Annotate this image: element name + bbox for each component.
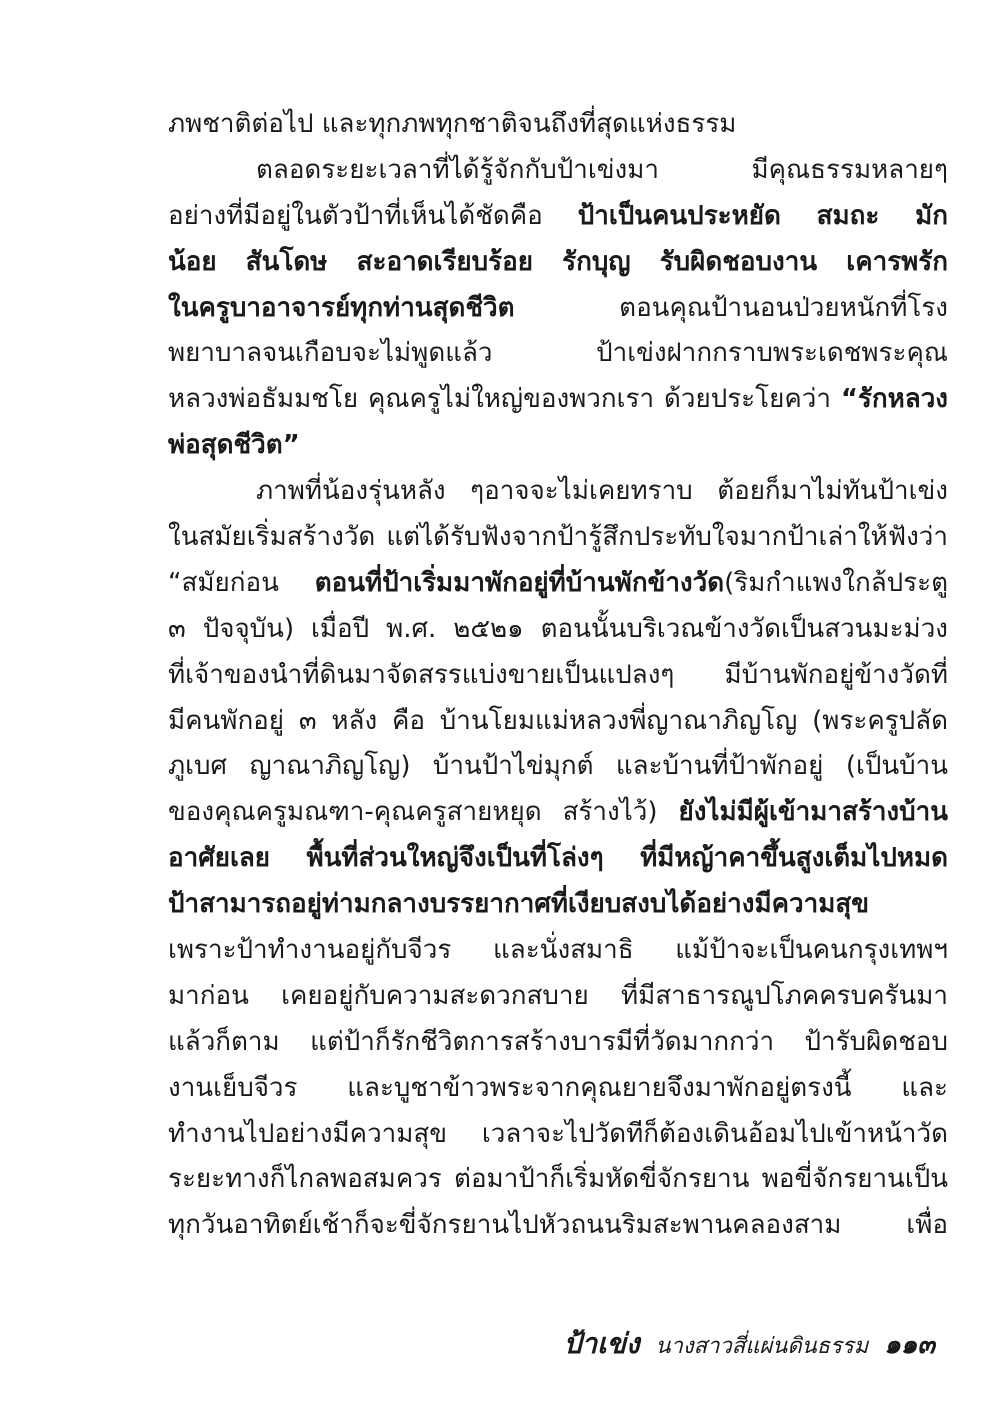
text-line [168,515,948,561]
text-line [168,790,948,836]
text-run: ทำงานไปอย่างมีความสุข เวลาจะไปวัดทีก็ต้องเดินอ้อมไปเข้าหน้าวัด [168,1118,948,1149]
text-line [168,607,948,653]
text-line [168,836,948,882]
bold-text-run: อาศัยเลย พื้นที่ส่วนใหญ่จึงเป็นที่โล่งๆ ที่มีหญ้าคาขึ้นสูงเต็มไปหมด [168,843,948,874]
text-run: อย่างที่มีอยู่ในตัวป้าที่เห็นได้ชัดคือ [168,200,578,231]
text-line [168,744,948,790]
text-line [168,194,948,240]
text-line [168,699,948,745]
bold-text-run: พ่อสุดชีวิต” [168,430,300,461]
text-line [168,1112,948,1158]
text-line [168,928,948,974]
text-line [168,1157,948,1203]
text-line [168,102,948,148]
text-run: ภาพที่น้องรุ่นหลัง ๆอาจจะไม่เคยทราบ ต้อยก็มาไม่ทันป้าเข่ง [256,476,948,507]
text-run: แล้วก็ตาม แต่ป้าก็รักชีวิตการสร้างบารมีที่วัดมากกว่า ป้ารับผิดชอบ [168,1026,948,1057]
page-number: ๑๑๓ [884,1330,935,1360]
text-line [168,1066,948,1112]
text-run: ตอนคุณป้านอนป่วยหนักที่โรง [514,292,948,323]
text-line [168,974,948,1020]
text-line [168,1203,948,1249]
text-run: มีคนพักอยู่ ๓ หลัง คือ บ้านโยมแม่หลวงพี่ญาณาภิญโญ (พระครูปลัด [168,705,948,736]
text-run: ๓ ปัจจุบัน) เมื่อปี พ.ศ. ๒๕๒๑ ตอนนั้นบริเวณข้างวัดเป็นสวนมะม่วง [168,613,948,644]
body-text [168,102,948,1249]
bold-text-run: ยังไม่มีผู้เข้ามาสร้างบ้าน [678,797,948,828]
footer-book-title: นางสาวสี่แผ่นดินธรรม [655,1334,869,1359]
text-run: มาก่อน เคยอยู่กับความสะดวกสบาย ที่มีสาธารณูปโภคครบครันมา [168,980,948,1011]
text-run: (ริมกำแพงใกล้ประตู [724,567,948,598]
text-line [168,148,948,194]
page-footer [560,1322,935,1366]
text-run: ตลอดระยะเวลาที่ได้รู้จักกับป้าเข่งมา มีคุณธรรมหลายๆ [256,154,948,185]
bold-text-run: ในครูบาอาจารย์ทุกท่านสุดชีวิต [168,292,515,323]
text-run: ภพชาติต่อไป และทุกภพทุกชาติจนถึงที่สุดแห่งธรรม [168,109,737,139]
text-line [168,331,948,377]
bold-text-run: น้อย สันโดษ สะอาดเรียบร้อย รักบุญ รับผิดชอบงาน เคารพรัก [168,246,948,277]
bold-text-run: ป้าเป็นคนประหยัด สมถะ มัก [577,200,948,231]
text-line [168,1020,948,1066]
text-run: งานเย็บจีวร และบูชาข้าวพระจากคุณยายจึงมาพักอยู่ตรงนี้ และ [168,1072,948,1103]
text-run: ระยะทางก็ไกลพอสมควร ต่อมาป้าก็เริ่มหัดขี่จักรยาน พอขี่จักรยานเป็น [168,1164,948,1195]
text-run: ในสมัยเริ่มสร้างวัด แต่ได้รับฟังจากป้ารู้สึกประทับใจมากป้าเล่าให้ฟังว่า [168,522,948,553]
bold-text-run: ตอนที่ป้าเริ่มมาพักอยู่ที่บ้านพักข้างวัด [314,567,725,598]
text-line [168,240,948,286]
text-line [168,561,948,607]
text-line [168,653,948,699]
text-run: ที่เจ้าของนำที่ดินมาจัดสรรแบ่งขายเป็นแปลงๆ มีบ้านพักอยู่ข้างวัดที่ [168,659,948,690]
text-line [168,469,948,515]
text-run: พยาบาลจนเกือบจะไม่พูดแล้ว ป้าเข่งฝากกราบพระเดชพระคุณ [168,338,948,369]
text-run: ทุกวันอาทิตย์เช้าก็จะขี่จักรยานไปหัวถนนริมสะพานคลองสาม เพื่อ [168,1210,948,1241]
footer-title: ป้าเข่ง [563,1327,640,1360]
text-run: ของคุณครูมณฑา-คุณครูสายหยุด สร้างไว้) [168,797,679,828]
text-line [168,423,948,469]
bold-text-run: “รักหลวง [840,384,948,415]
bold-text-run: ป้าสามารถอยู่ท่ามกลางบรรยากาศที่เงียบสงบได้อย่างมีความสุข [168,889,869,920]
text-line [168,377,948,423]
text-run: เพราะป้าทำงานอยู่กับจีวร และนั่งสมาธิ แม้ป้าจะเป็นคนกรุงเทพฯ [168,935,948,966]
text-run: หลวงพ่อธัมมชโย คุณครูไม่ใหญ่ของพวกเรา ด้วยประโยคว่า [168,384,841,415]
text-run: “สมัยก่อน [168,567,315,598]
text-line [168,286,948,332]
text-line [168,882,948,928]
text-run: ภูเบศ ญาณาภิญโญ) บ้านป้าไข่มุกต์ และบ้านที่ป้าพักอยู่ (เป็นบ้าน [168,751,948,782]
